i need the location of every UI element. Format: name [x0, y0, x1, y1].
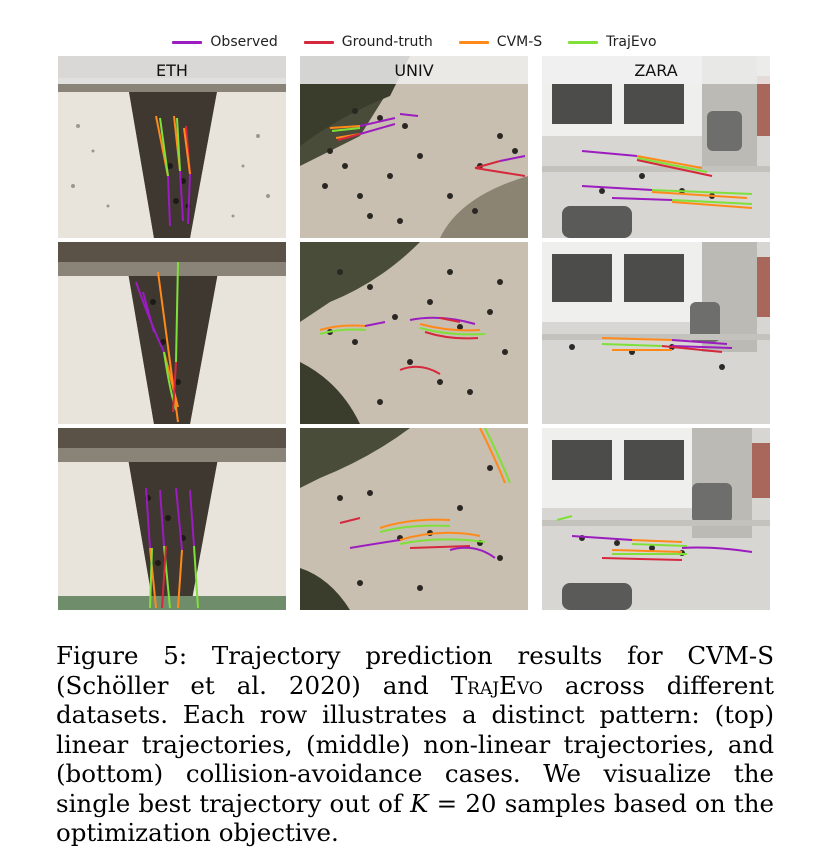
- legend: [0, 30, 829, 54]
- legend-label-cvm-s: CVM-S: [496, 34, 543, 50]
- caption-middle: across different datasets. Each row illustrates a distinct pattern: (top) linear trajectories, (middle) non-linear trajectories, and (bottom) collision-avoidance cases. We visualize the single best trajectory out of: [56, 670, 774, 818]
- legend-label-trajevo: TrajEvo: [606, 34, 657, 50]
- univ-scene-image: [300, 428, 528, 610]
- figure-caption: [56, 641, 774, 848]
- legend-label-ground-truth: Ground-truth: [341, 34, 433, 50]
- legend-swatch-ground-truth: [304, 41, 334, 44]
- panel-univ-linear: [300, 56, 528, 238]
- legend-swatch-observed: [172, 41, 202, 44]
- panel-univ-collision: [300, 428, 528, 610]
- column-title-univ: UNIV: [300, 56, 528, 84]
- legend-swatch-cvm-s: [459, 41, 489, 44]
- legend-label-observed: Observed: [210, 34, 278, 50]
- eth-scene-image: [58, 428, 286, 610]
- panel-eth-collision: [58, 428, 286, 610]
- caption-suffix: samples based on the optimization objective.: [56, 788, 774, 847]
- caption-method-name: TrajEvo: [450, 670, 543, 700]
- caption-text: [56, 641, 774, 848]
- eth-scene-image: [58, 242, 286, 424]
- column-title-zara: ZARA: [542, 56, 770, 84]
- legend-item-ground-truth: [304, 34, 433, 50]
- caption-k-variable: K: [410, 788, 429, 818]
- legend-swatch-trajevo: [568, 41, 598, 44]
- caption-k-equals: = 20: [428, 788, 497, 818]
- panel-eth-nonlinear: [58, 242, 286, 424]
- legend-item-cvm-s: [459, 34, 542, 50]
- panel-zara-nonlinear: [542, 242, 770, 424]
- panel-zara-collision: [542, 428, 770, 610]
- zara-scene-image: [542, 242, 770, 424]
- panel-univ-nonlinear: [300, 242, 528, 424]
- legend-item-observed: [172, 34, 277, 50]
- legend-item-trajevo: [568, 34, 656, 50]
- caption-prefix: Figure 5: Trajectory prediction results for CVM-S (Schöller et al. 2020) and: [56, 641, 774, 700]
- panel-eth-linear: [58, 56, 286, 238]
- panel-zara-linear: [542, 56, 770, 238]
- zara-scene-image: [542, 428, 770, 610]
- column-title-eth: ETH: [58, 56, 286, 84]
- univ-scene-image: [300, 242, 528, 424]
